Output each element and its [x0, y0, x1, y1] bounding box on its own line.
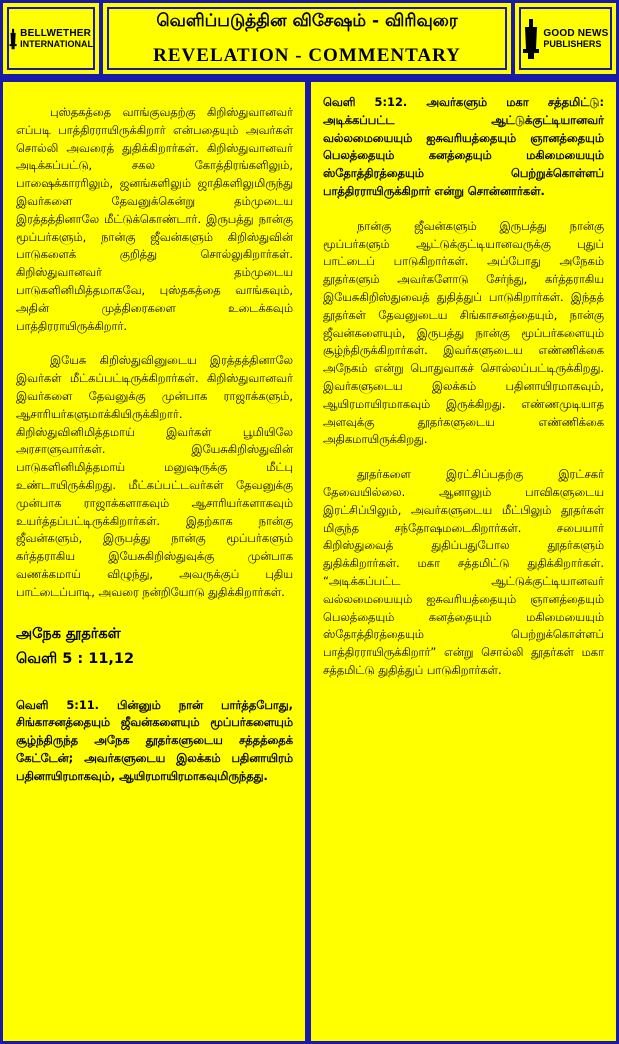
verse-5-11: வெளி 5:11. பின்னும் நான் பார்த்தபோது, சிங்காசனத்தையும் ஜீவன்களையும் மூப்பர்களையும் சூழ்ந்திருந்த அநேக தூதர்களுடைய சத்தத்தைக் கேட்டேன்; அவர்களுடைய இலக்கம் பதினாயிரம் பதினாயிரமாகவும், ஆயிரமாயிரமாகவுமிருந்தது.	[16, 697, 293, 783]
left-paragraph-1: புஸ்தகத்தை வாங்குவதற்கு கிறிஸ்துவானவர் எப்படி பாத்திரராயிருக்கிறார் என்பதையும் அவர்கள் சொல்லி அவரைத் துதிக்கிறார்கள். கிறிஸ்துவானவர் அடிக்கப்பட்டு, சகல கோத்திரங்களிலும், பாஷைக்காரரிலும், ஜனங்களிலும் ஜாதிகளிலுமிருந்து இவர்களை தேவனுக்கென்று தம்முடைய இரத்தத்தினாலே மீட்டுக்கொண்டார். இருபத்து நான்கு மூப்பர்களும், நான்கு ஜீவன்களும் கிறிஸ்துவின் பாடுகளைக் குறித்து சொல்லுகிறார்கள். கிறிஸ்துவானவர் தம்முடைய பாடுகளினிமித்தமாகவே, புஸ்தகத்தை வாங்கவும், அதின் முத்திரைகளை உடைக்கவும் பாத்திரராயிருக்கிறார்.	[16, 105, 293, 333]
right-logo-line2: PUBLISHERS	[543, 38, 602, 49]
left-column	[3, 82, 305, 1041]
bellwether-logo-icon	[9, 17, 17, 61]
page-title-english: REVELATION - COMMENTARY	[153, 45, 461, 66]
right-logo-line1: GOOD NEWS	[543, 27, 609, 39]
right-logo-panel	[515, 3, 616, 74]
good-news-logo-icon	[522, 17, 540, 61]
right-paragraph-1: நான்கு ஜீவன்களும் இருபத்து நான்கு மூப்பர்களும் ஆட்டுக்குட்டியானவருக்கு புதுப் பாட்டைப் பாடுகிறார்கள். அப்போது அநேகம் தூதர்களும் அவர்களோடு சேர்ந்து, கர்த்தராகிய இயேசுகிறிஸ்துவைத் துதித்துப் பாடுகிறார்கள். இந்தத் தூதர்கள் தேவனுடைய சிங்காசனத்தையும், நான்கு ஜீவன்களையும், இருபத்து நான்கு மூப்பர்களையும் சூழ்ந்திருக்கிறார்கள். இவர்களுடைய எண்ணிக்கை அநேகம் என்று பொதுவாகச் சொல்லப்பட்டிருக்கிறது. இவர்களுடைய இலக்கம் பதினாயிரமாகவும், ஆயிரமாயிரமாகவும் இருக்கிறது. எண்ணமுடியாத அளவுக்கு தூதர்களுடைய எண்ணிக்கை அதிகமாயிருக்கிறது.	[323, 218, 604, 447]
section-heading-reference: வெளி 5 : 11,12	[16, 650, 135, 667]
left-logo-line1: BELLWETHER	[20, 27, 92, 39]
verse-5-12: வெளி 5:12. அவர்களும் மகா சத்தமிட்டு: அடிக்கப்பட்ட ஆட்டுக்குட்டியானவர் வல்லமையையும் ஐசுவரியத்தையும் ஞானத்தையும் பெலத்தையும் கனத்தையும் மகிமையையும் ஸ்தோத்திரத்தையும் பெற்றுக்கொள்ளப் பாத்திரராயிருக்கிறார் என்று சொன்னார்கள்.	[323, 95, 604, 198]
left-logo-line2: INTERNATIONAL	[20, 38, 93, 49]
good-news-logo	[521, 9, 610, 68]
bellwether-logo	[9, 9, 93, 68]
page-title-tamil: வெளிப்படுத்தின விசேஷம் - விரிவுரை	[156, 11, 458, 31]
left-logo-panel	[3, 3, 99, 74]
title-panel	[103, 3, 511, 74]
section-heading-title: அநேக தூதர்கள்	[16, 625, 121, 642]
section-heading	[16, 622, 293, 672]
right-paragraph-2: தூதர்களை இரட்சிப்பதற்கு இரட்சகர் தேவையில்லை. ஆனாலும் பாவிகளுடைய இரட்சிப்பிலும், அவர்களுடைய மீட்பிலும் தூதர்கள் மிகுந்த சந்தோஷமடைகிறார்கள். சபையார் கிறிஸ்துவைத் துதிப்பதுபோல தூதர்களும் துதிக்கிறார்கள். மகா சத்தமிட்டு துதிக்கிறார்கள். “அடிக்கப்பட்ட ஆட்டுக்குட்டியானவர் வல்லமையையும் ஐசுவரியத்தையும் ஞானத்தையும் பெலத்தையும் கனத்தையும் மகிமையையும் ஸ்தோத்திரத்தையும் பெற்றுக்கொள்ளப் பாத்திரராயிருக்கிறார்” என்று சொல்லி தூதர்கள் மகா சத்தமிட்டு துதித்துப் பாடுகிறார்கள்.	[323, 467, 604, 677]
left-paragraph-2: இயேசு கிறிஸ்துவினுடைய இரத்தத்தினாலே இவர்கள் மீட்கப்பட்டிருக்கிறார்கள். கிறிஸ்துவானவர் இவர்களை தேவனுக்கு முன்பாக ராஜாக்களும், ஆசாரியர்களுமாக்கியிருக்கிறார். கிறிஸ்துவினிமித்தமாய் இவர்கள் பூமியிலே அரசாளுவார்கள். இயேசுகிறிஸ்துவின் பாடுகளினிமித்தமாய் மனுஷருக்கு மீட்பு உண்டாயிருக்கிறது. மீட்கப்பட்டவர்கள் தேவனுக்கு முன்பாக ராஜாக்களாகவும் ஆசாரியர்களாகவும் உயர்த்தப்பட்டிருக்கிறார்கள். இதற்காக நான்கு ஜீவன்களும், இருபத்து நான்கு மூப்பர்களும் கர்த்தராகிய இயேசுகிறிஸ்துவுக்கு முன்பாக வணக்கமாய் விழுந்து, அவருக்குப் புதிய பாட்டைப்பாடி, அவரை நன்றியோடு துதிக்கிறார்கள்.	[16, 353, 293, 599]
right-column	[311, 82, 616, 1041]
